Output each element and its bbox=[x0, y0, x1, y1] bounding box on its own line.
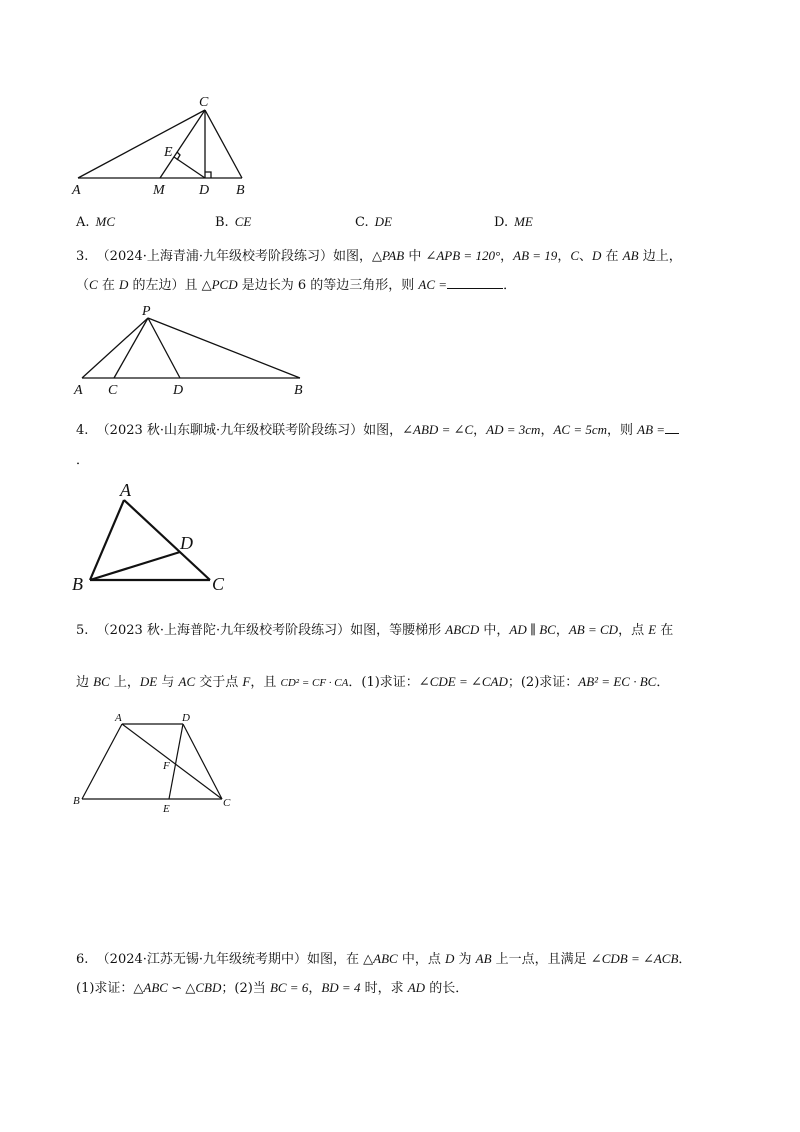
q3-label-d: D bbox=[173, 383, 184, 398]
q5-label-f: F bbox=[163, 760, 170, 772]
fig1-label-d: D bbox=[199, 183, 210, 198]
fig1-label-m: M bbox=[153, 183, 165, 198]
q5-label-b: B bbox=[73, 795, 80, 807]
q3-answer-blank[interactable] bbox=[447, 276, 503, 289]
fig1-label-e: E bbox=[164, 145, 173, 160]
figure-q5-trapezoid bbox=[66, 706, 256, 818]
q2-option-a[interactable]: A. MC bbox=[76, 214, 116, 230]
q3-label-b: B bbox=[294, 383, 303, 398]
q4-label-d: D bbox=[180, 533, 193, 553]
q4-line-1: 4. （2023 秋·山东聊城·九年级校联考阶段练习）如图，∠ABD = ∠C，AD = 3cm，AC = 5cm，则 AB = bbox=[76, 421, 679, 440]
q3-label-c: C bbox=[108, 383, 118, 398]
q4-label-c: C bbox=[212, 574, 225, 594]
q3-line-1: 3. （2024·上海青浦·九年级校考阶段练习）如图，△PAB 中 ∠APB = 120°，AB = 19，C、D 在 AB 边上， bbox=[76, 248, 682, 264]
q5-label-d: D bbox=[182, 712, 190, 724]
q2-option-c[interactable]: C. DE bbox=[355, 214, 392, 230]
q4-answer-blank[interactable] bbox=[665, 421, 679, 434]
q6-line-2: (1)求证：△ABC ∽ △CBD；(2)当 BC = 6，BD = 4 时，求 AD 的长． bbox=[76, 980, 469, 996]
figure-q3-triangle bbox=[66, 300, 326, 400]
q5-label-c: C bbox=[223, 797, 231, 809]
q5-line-1: 5. （2023 秋·上海普陀·九年级校考阶段练习）如图，等腰梯形 ABCD 中，AD ∥ BC，AB = CD，点 E 在 bbox=[76, 622, 674, 638]
q6-line-1: 6. （2024·江苏无锡·九年级统考期中）如图，在 △ABC 中，点 D 为 AB 上一点，且满足 ∠CDB = ∠ACB． bbox=[76, 951, 692, 967]
q3-line-2: （C 在 D 的左边）且 △PCD 是边长为 6 的等边三角形，则 AC = ． bbox=[76, 277, 517, 293]
q4-line-2: ． bbox=[76, 453, 90, 468]
fig1-label-b: B bbox=[236, 183, 245, 198]
q4-label-b: B bbox=[72, 574, 83, 594]
q2-option-b[interactable]: B. CE bbox=[215, 214, 252, 230]
q2-option-d[interactable]: D. ME bbox=[494, 214, 533, 230]
q5-label-e: E bbox=[163, 803, 170, 815]
q3-label-a: A bbox=[74, 383, 83, 398]
fig1-label-c: C bbox=[199, 95, 209, 110]
q5-label-a: A bbox=[115, 712, 122, 724]
q3-label-p: P bbox=[142, 304, 151, 319]
q5-line-2: 边 BC 上，DE 与 AC 交于点 F，且 CD² = CF · CA．(1)求证：∠CDE = ∠CAD；(2)求证：AB² = EC · BC． bbox=[76, 674, 670, 690]
q4-label-a: A bbox=[120, 480, 131, 500]
figure-1-triangle bbox=[60, 90, 270, 200]
figure-q4-triangle bbox=[66, 478, 246, 598]
fig1-label-a: A bbox=[72, 183, 81, 198]
